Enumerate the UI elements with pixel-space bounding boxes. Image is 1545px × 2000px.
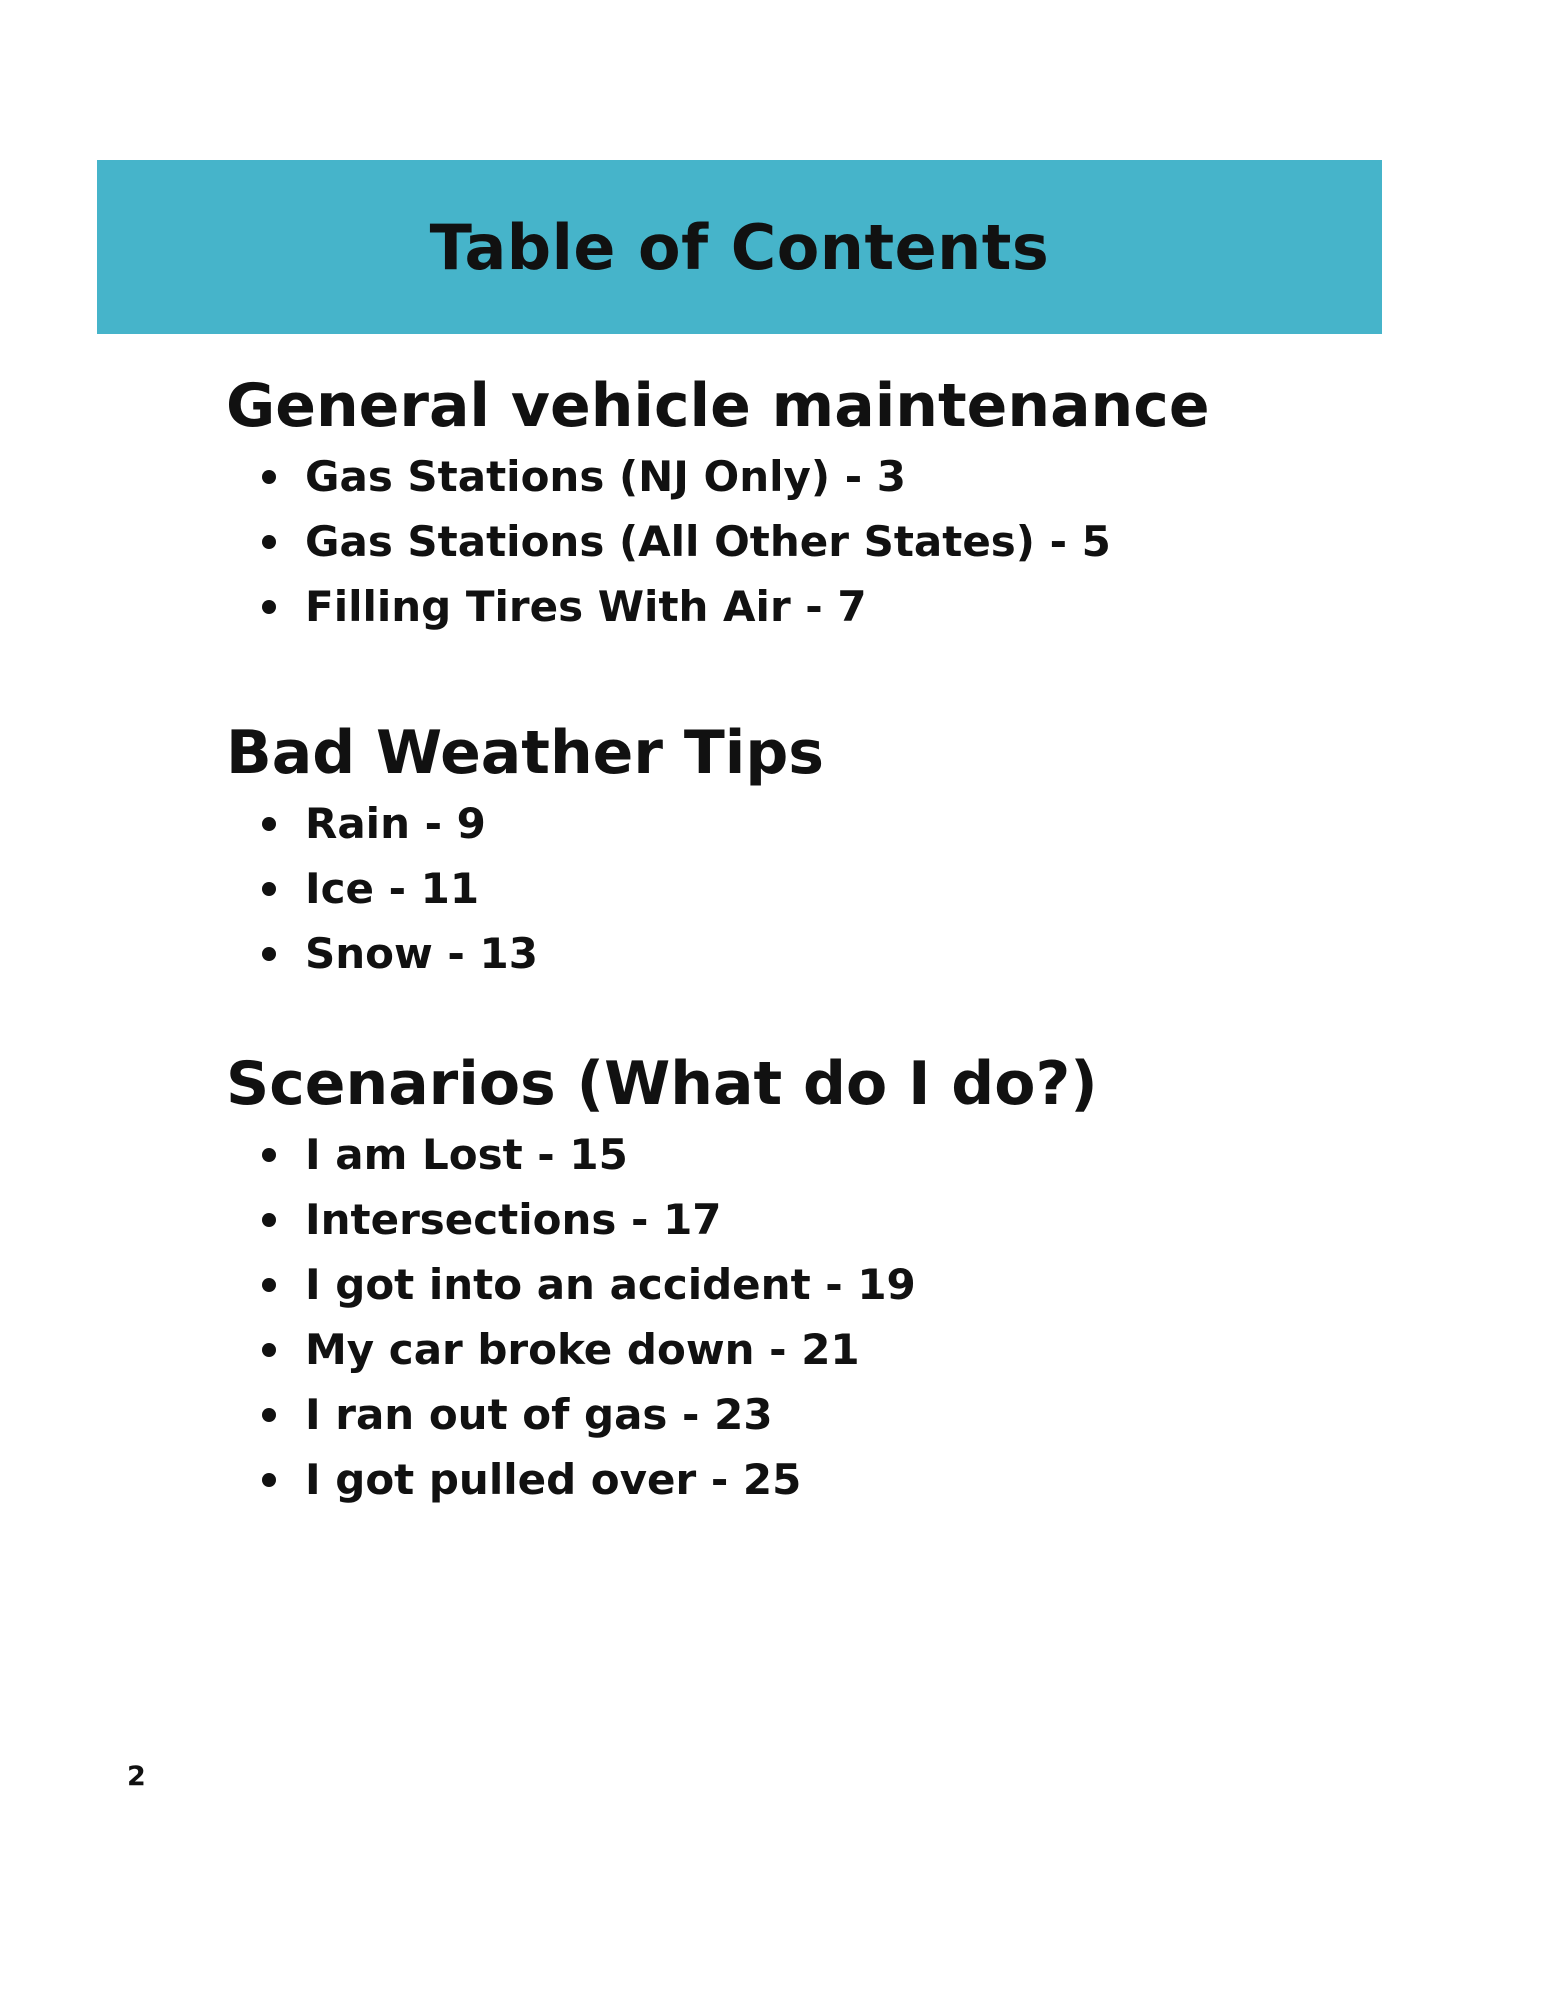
entry-list bbox=[226, 791, 1426, 986]
entry-label: I am Lost - 15 bbox=[305, 1130, 628, 1179]
bullet-icon bbox=[262, 1473, 276, 1487]
section-bad-weather-tips bbox=[226, 715, 1426, 986]
entry-label: Gas Stations (All Other States) - 5 bbox=[305, 517, 1111, 566]
entry-label: I got pulled over - 25 bbox=[305, 1455, 802, 1504]
toc-entry[interactable] bbox=[226, 1122, 1426, 1187]
toc-entry[interactable] bbox=[226, 444, 1426, 509]
toc-entry[interactable] bbox=[226, 921, 1426, 986]
bullet-icon bbox=[262, 470, 276, 484]
entry-label: Rain - 9 bbox=[305, 799, 486, 848]
section-general-vehicle-maintenance bbox=[226, 368, 1426, 639]
bullet-icon bbox=[262, 1343, 276, 1357]
entry-label: Snow - 13 bbox=[305, 929, 538, 978]
bullet-icon bbox=[262, 817, 276, 831]
toc-entry[interactable] bbox=[226, 1447, 1426, 1512]
entry-label: Filling Tires With Air - 7 bbox=[305, 582, 867, 631]
toc-entry[interactable] bbox=[226, 509, 1426, 574]
entry-label: Ice - 11 bbox=[305, 864, 480, 913]
toc-entry[interactable] bbox=[226, 574, 1426, 639]
entry-label: I ran out of gas - 23 bbox=[305, 1390, 773, 1439]
entry-label: Intersections - 17 bbox=[305, 1195, 722, 1244]
entry-list bbox=[226, 1122, 1426, 1512]
toc-entry[interactable] bbox=[226, 856, 1426, 921]
entry-list bbox=[226, 444, 1426, 639]
toc-entry[interactable] bbox=[226, 1187, 1426, 1252]
bullet-icon bbox=[262, 1408, 276, 1422]
toc-entry[interactable] bbox=[226, 791, 1426, 856]
bullet-icon bbox=[262, 1148, 276, 1162]
bullet-icon bbox=[262, 1213, 276, 1227]
toc-entry[interactable] bbox=[226, 1252, 1426, 1317]
bullet-icon bbox=[262, 1278, 276, 1292]
toc-entry[interactable] bbox=[226, 1382, 1426, 1447]
entry-label: My car broke down - 21 bbox=[305, 1325, 860, 1374]
header-banner bbox=[97, 160, 1382, 334]
bullet-icon bbox=[262, 882, 276, 896]
section-title: General vehicle maintenance bbox=[226, 371, 1210, 441]
section-title: Scenarios (What do I do?) bbox=[226, 1049, 1098, 1119]
entry-label: I got into an accident - 19 bbox=[305, 1260, 916, 1309]
entry-label: Gas Stations (NJ Only) - 3 bbox=[305, 452, 907, 501]
bullet-icon bbox=[262, 535, 276, 549]
bullet-icon bbox=[262, 947, 276, 961]
toc-entry[interactable] bbox=[226, 1317, 1426, 1382]
section-title: Bad Weather Tips bbox=[226, 718, 825, 788]
page-title: Table of Contents bbox=[429, 210, 1050, 284]
section-scenarios bbox=[226, 1046, 1426, 1512]
bullet-icon bbox=[262, 600, 276, 614]
page-number: 2 bbox=[127, 1761, 146, 1792]
